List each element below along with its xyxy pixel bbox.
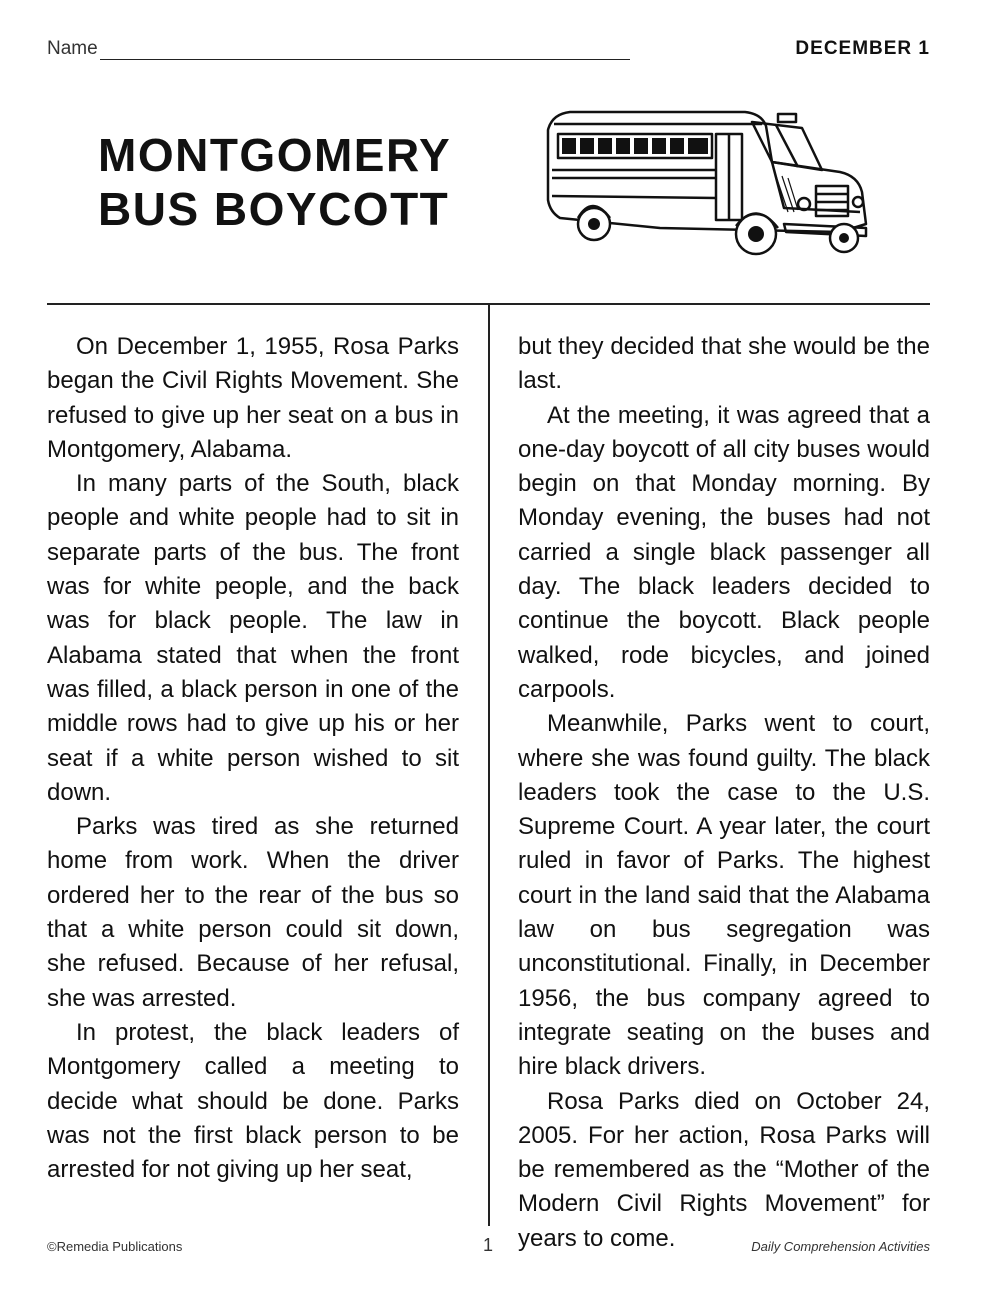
title-line-1: MONTGOMERY — [98, 129, 452, 181]
paragraph: Meanwhile, Parks went to court, where she was found guilty. The black leaders took the case to the U.S. Supreme Court. A year later, the court ruled in favor of Parks. The highest court in the land said that the Alabama law on bus segregation was unconstitutional. Finally, in December 1956, the bus company agreed to integrate seating on the buses and hire black drivers. — [518, 710, 930, 1081]
name-label: Name — [47, 38, 98, 59]
title-line-2: BUS BOYCOTT — [98, 183, 450, 235]
article-column-right — [518, 330, 930, 1256]
paragraph-continuation: but they decided that she would be the last. — [518, 333, 930, 395]
paragraph: On December 1, 1955, Rosa Parks began the Civil Rights Movement. She refused to give up her seat on a bus in Montgomery, Alabama. — [47, 333, 459, 463]
date-label: DECEMBER 1 — [795, 38, 930, 59]
name-field — [47, 38, 630, 60]
paragraph: In many parts of the South, black people and white people had to sit in separate parts of the bus. The front was for white people, and the back was for black people. The law in Alabama stated that when the front was filled, a black person in one of the middle rows had to give up his or her seat if a white person wished to sit down. — [47, 470, 459, 806]
column-divider — [488, 303, 490, 1226]
paragraph: Rosa Parks died on October 24, 2005. For her action, Rosa Parks will be remembered as the “Mother of the Modern Civil Rights Movement” for years to come. — [518, 1087, 930, 1252]
page-title — [98, 128, 451, 236]
copyright-text: ©Remedia Publications — [47, 1239, 183, 1254]
series-title: Daily Comprehension Activities — [751, 1239, 930, 1254]
article-column-left — [47, 330, 459, 1187]
paragraph: Parks was tired as she returned home from work. When the driver ordered her to the rear of the bus so that a white person could sit down, she refused. Because of her refusal, she was arrested. — [47, 813, 459, 1012]
paragraph: In protest, the black leaders of Montgomery called a meeting to decide what should be done. Parks was not the first black person to be arrested for not giving up her seat, — [47, 1018, 459, 1184]
page-number: 1 — [483, 1235, 494, 1255]
name-blank-line — [100, 39, 630, 60]
school-bus-illustration — [540, 100, 875, 260]
paragraph: At the meeting, it was agreed that a one-day boycott of all city buses would begin on that Monday morning. By Monday evening, the buses had not carried a single black passenger all day. The black leaders decided to continue the boycott. Black people walked, rode bicycles, and joined carpools. — [518, 401, 930, 703]
